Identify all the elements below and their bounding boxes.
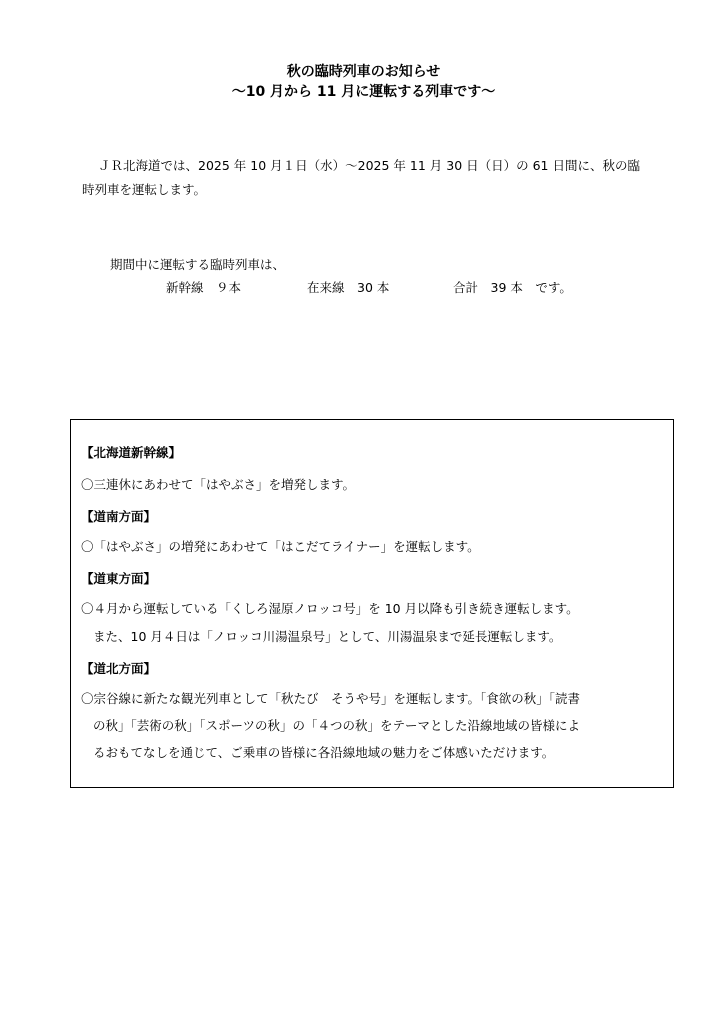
section-item: 〇「はやぶさ」の増発にあわせて「はこだてライナー」を運転します。 [81, 539, 480, 554]
total-count: 合計 39 本 です。 [453, 280, 572, 295]
page-subtitle: ～10 月から 11 月に運転する列車です～ [231, 84, 496, 100]
section-item: 〇４月から運転している「くしろ湿原ノロッコ号」を 10 月以降も引き続き運転します。 [81, 601, 579, 616]
section-heading-donan: 【道南方面】 [81, 509, 157, 524]
section-heading-doto: 【道東方面】 [81, 571, 157, 586]
section-item: 〇三連休にあわせて「はやぶさ」を増発します。 [81, 477, 356, 492]
zairaisen-count: 在来線 30 本 [307, 280, 390, 295]
intro-line-1: ＪＲ北海道では、2025 年 10 月１日（水）～2025 年 11 月 30 日（日）の 61 日間に、秋の臨 [98, 158, 640, 173]
shinkansen-count: 新幹線 ９本 [166, 280, 242, 295]
section-heading-dohoku: 【道北方面】 [81, 661, 157, 676]
page-title: 秋の臨時列車のお知らせ [286, 64, 441, 80]
summary-label: 期間中に運転する臨時列車は、 [110, 257, 286, 272]
section-item: の秋」「芸術の秋」「スポーツの秋」の「４つの秋」をテーマとした沿線地域の皆様によ [93, 718, 581, 733]
intro-line-2: 時列車を運転します。 [82, 182, 207, 197]
section-heading-hokkaido-shinkansen: 【北海道新幹線】 [81, 445, 182, 460]
intro-paragraph [82, 154, 672, 202]
section-item: るおもてなしを通じて、ご乗車の皆様に各沿線地域の魅力をご体感いただけます。 [93, 745, 555, 760]
train-details-box [70, 419, 674, 788]
section-item: 〇宗谷線に新たな観光列車として「秋たび そうや号」を運転します。「食欲の秋」「読書 [81, 691, 581, 706]
section-item: また、10 月４日は「ノロッコ川湯温泉号」として、川湯温泉まで延長運転します。 [93, 629, 562, 644]
